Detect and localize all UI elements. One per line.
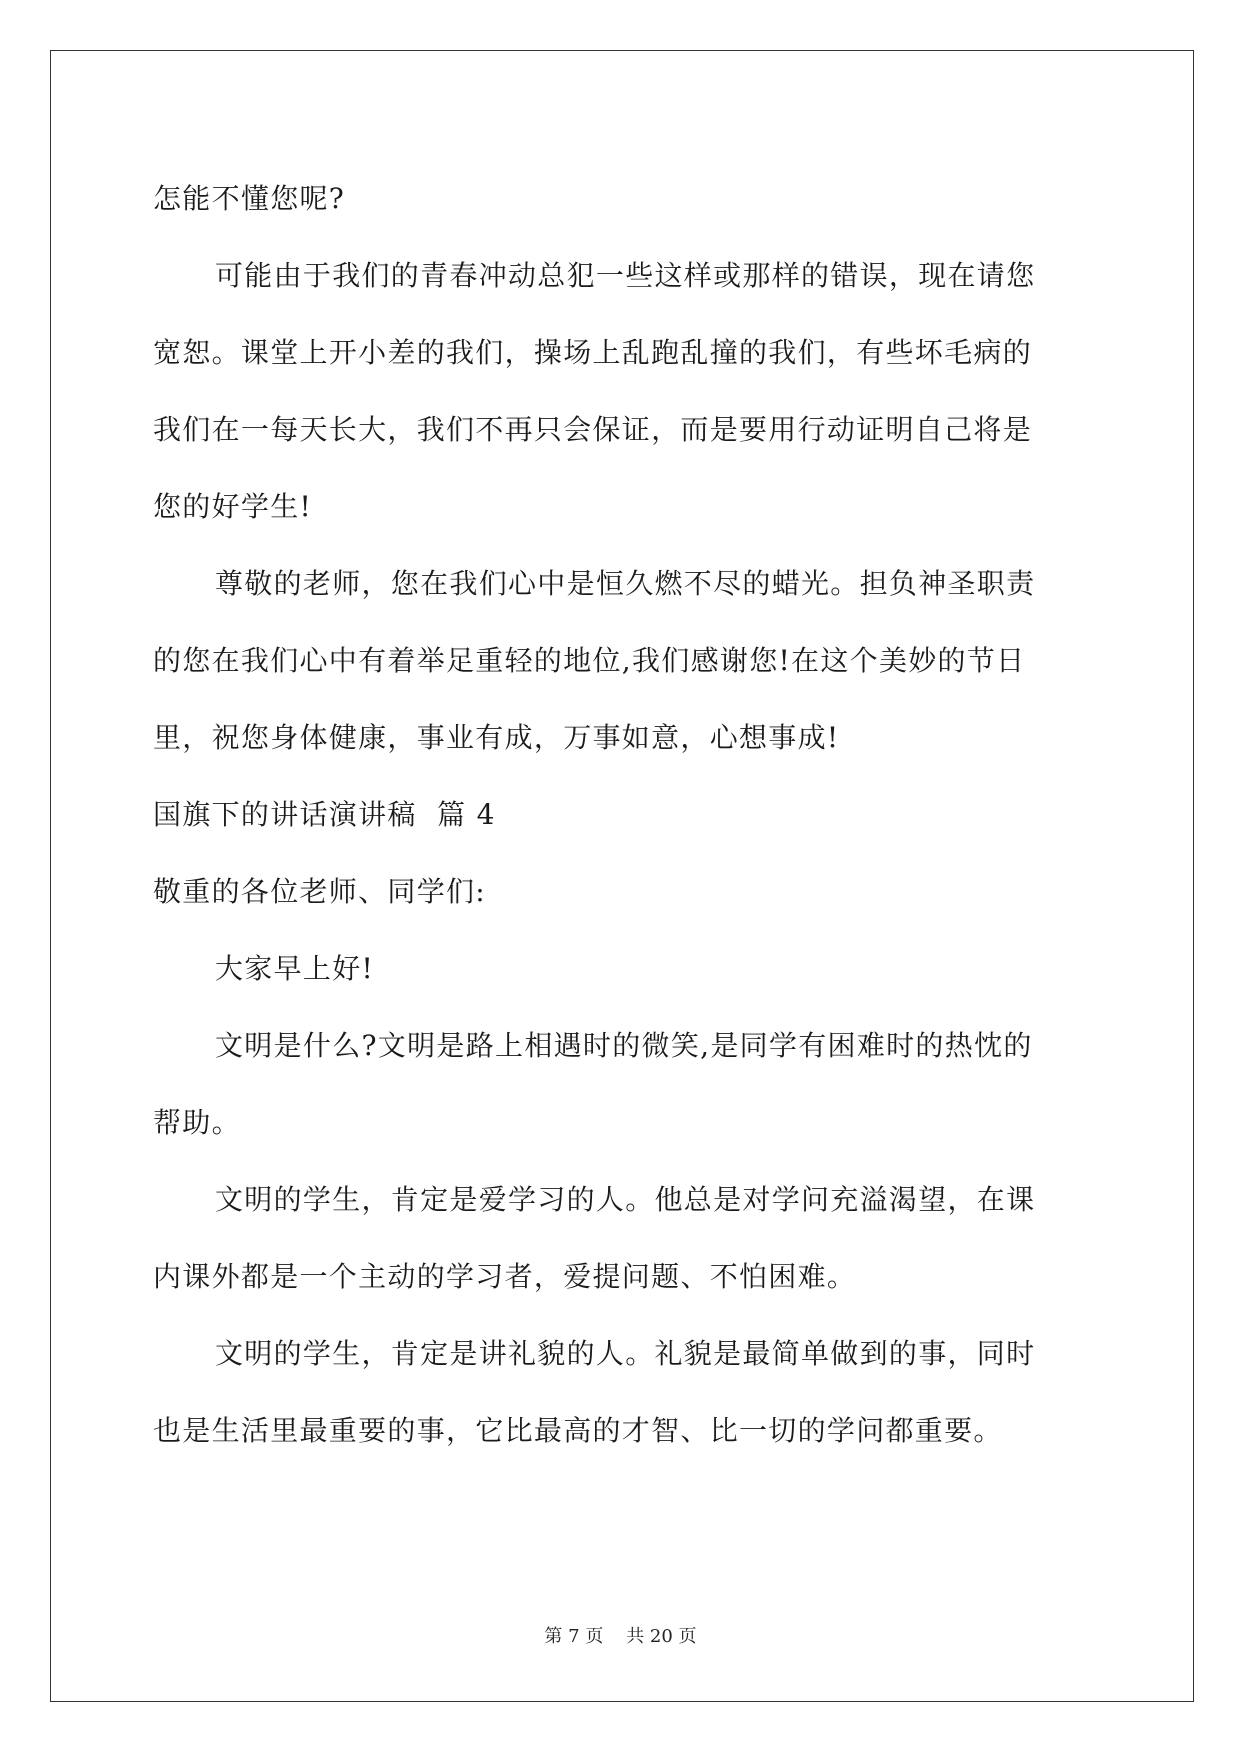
text-line: 尊敬的老师，您在我们心中是恒久燃不尽的蜡光。担负神圣职责 xyxy=(215,567,1036,600)
text-line: 怎能不懂您呢? xyxy=(153,182,346,215)
text-line: 文明的学生，肯定是爱学习的人。他总是对学问充溢渴望，在课 xyxy=(215,1183,1036,1216)
text-line: 可能由于我们的青春冲动总犯一些这样或那样的错误，现在请您 xyxy=(215,259,1036,292)
salutation: 敬重的各位老师、同学们: xyxy=(153,875,487,908)
text-line: 的您在我们心中有着举足重轻的地位,我们感谢您!在这个美妙的节日 xyxy=(153,644,1026,677)
text-line: 我们在一每天长大，我们不再只会保证，而是要用行动证明自己将是 xyxy=(153,413,1033,446)
greeting: 大家早上好! xyxy=(215,952,375,985)
text-line: 内课外都是一个主动的学习者，爱提问题、不怕困难。 xyxy=(153,1260,857,1293)
document-body xyxy=(153,160,1093,1469)
text-line: 宽恕。课堂上开小差的我们，操场上乱跑乱撞的我们，有些坏毛病的 xyxy=(153,336,1033,369)
text-line: 您的好学生! xyxy=(153,490,313,523)
text-line: 帮助。 xyxy=(153,1106,241,1139)
text-line: 也是生活里最重要的事，它比最高的才智、比一切的学问都重要。 xyxy=(153,1414,1003,1447)
section-heading: 国旗下的讲话演讲稿 篇 4 xyxy=(153,798,496,831)
text-line: 文明是什么?文明是路上相遇时的微笑,是同学有困难时的热忱的 xyxy=(215,1029,1033,1062)
page-number-footer: 第 7 页 共 20 页 xyxy=(544,1626,697,1647)
text-line: 里，祝您身体健康，事业有成，万事如意，心想事成! xyxy=(153,721,840,754)
text-line: 文明的学生，肯定是讲礼貌的人。礼貌是最简单做到的事，同时 xyxy=(215,1337,1036,1370)
